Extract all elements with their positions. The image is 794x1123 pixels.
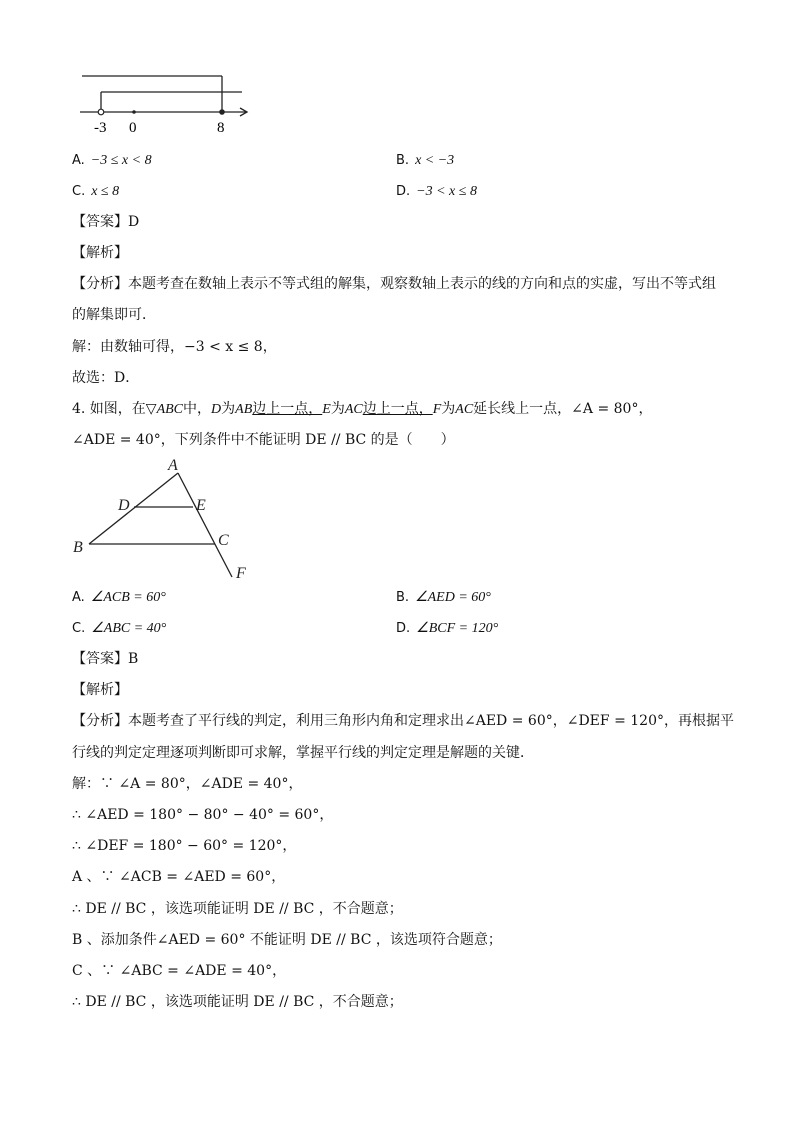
q4-analysis-head: 【解析】 <box>72 682 128 698</box>
q3-analysis-line: 【分析】本题考查在数轴上表示不等式组的解集，观察数轴上表示的线的方向和点的实虚，写出不等式组 <box>72 276 716 292</box>
stem-text: 中， <box>183 401 212 417</box>
q4-option-d[interactable] <box>396 618 498 639</box>
option-text: x < −3 <box>415 153 455 168</box>
option-label: C. <box>72 184 86 199</box>
stem-text: 为 <box>221 401 236 417</box>
q4-solution-line: C 、∵ ∠ABC = ∠ADE = 40°， <box>72 963 287 979</box>
stem-text: 边上一点， <box>362 401 433 417</box>
q4-solution-line: ∴ DE // BC ，该选项能证明 DE // BC ，不合题意； <box>72 994 403 1010</box>
option-label: C. <box>72 621 86 636</box>
open-point-minus3 <box>98 109 104 115</box>
stem-text: AC <box>455 402 474 417</box>
stem-text: F <box>432 402 442 417</box>
q4-solution-line: ∴ ∠DEF = 180° − 60° = 120°， <box>72 838 297 854</box>
numberline-label: -3 <box>94 120 107 136</box>
q4-solution-line: A 、∵ ∠ACB = ∠AED = 60°， <box>72 869 286 885</box>
vertex-label-c: C <box>218 532 229 549</box>
stem-text: ABC <box>156 402 184 417</box>
q4-analysis-line: 【分析】本题考查了平行线的判定，利用三角形内角和定理求出∠AED = 60°，∠DEF = 120°，再根据平 <box>72 713 734 729</box>
vertex-label-f: F <box>236 565 246 582</box>
stem-text: 4. 如图，在▽ <box>72 401 157 417</box>
stem-text: 为 <box>330 401 345 417</box>
option-text: ∠ABC = 40° <box>91 621 167 636</box>
q4-option-a[interactable] <box>72 587 166 608</box>
vertex-label-d: D <box>118 497 130 514</box>
stem-text: AC <box>344 402 363 417</box>
side-af <box>178 473 232 577</box>
stem-text: D <box>211 402 222 417</box>
stem-text: 为 <box>441 401 456 417</box>
q3-option-d[interactable] <box>396 181 477 202</box>
q4-solution-line: B 、添加条件∠AED = 60° 不能证明 DE // BC ，该选项符合题意； <box>72 932 502 948</box>
option-text: ∠BCF = 120° <box>416 621 499 636</box>
option-label: A. <box>72 590 85 605</box>
q3-analysis-head: 【解析】 <box>72 245 128 261</box>
q4-solution-line: 解：∵ ∠A = 80°，∠ADE = 40°， <box>72 776 303 792</box>
q4-stem-line1 <box>72 399 652 420</box>
option-text: −3 ≤ x < 8 <box>90 153 152 168</box>
stem-text: E <box>322 402 331 417</box>
stem-text: 边上一点， <box>252 401 323 417</box>
number-line-figure <box>0 0 794 140</box>
triangle-figure <box>0 452 794 592</box>
option-label: B. <box>396 153 410 168</box>
side-ab <box>89 473 178 544</box>
q4-analysis-line: 行线的判定定理逐项判断即可求解，掌握平行线的判定定理是解题的关键． <box>72 745 534 761</box>
q3-choice: 故选：D． <box>72 370 140 386</box>
q3-option-b[interactable] <box>396 150 454 171</box>
vertex-label-b: B <box>73 539 83 556</box>
vertex-label-a: A <box>168 457 178 474</box>
q4-solution-line: ∴ ∠AED = 180° − 80° − 40° = 60°， <box>72 807 334 823</box>
q3-analysis-line: 的解集即可． <box>72 307 156 323</box>
vertex-label-e: E <box>196 497 206 514</box>
q4-stem-line2: ∠ADE = 40°，下列条件中不能证明 DE // BC 的是（ ） <box>72 432 455 448</box>
q3-option-c[interactable] <box>72 181 119 202</box>
option-text: ∠AED = 60° <box>415 590 491 605</box>
option-label: D. <box>396 184 411 199</box>
stem-text: 延长线上一点，∠A = 80°， <box>473 401 653 417</box>
option-label: A. <box>72 153 85 168</box>
option-text: −3 < x ≤ 8 <box>416 184 477 199</box>
q4-solution-line: ∴ DE // BC ，该选项能证明 DE // BC ，不合题意； <box>72 901 403 917</box>
q3-solution: 解：由数轴可得，−3 < x ≤ 8， <box>72 339 277 355</box>
q3-option-a[interactable] <box>72 150 152 171</box>
option-text: x ≤ 8 <box>91 184 120 199</box>
numberline-label: 0 <box>129 120 137 136</box>
q4-option-b[interactable] <box>396 587 491 608</box>
option-text: ∠ACB = 60° <box>90 590 166 605</box>
closed-point-8 <box>219 109 225 115</box>
q4-answer: 【答案】B <box>72 651 139 667</box>
option-label: B. <box>396 590 410 605</box>
q4-option-c[interactable] <box>72 618 166 639</box>
numberline-label: 8 <box>217 120 225 136</box>
tick-zero <box>132 110 136 114</box>
q3-answer: 【答案】D <box>72 214 140 230</box>
option-label: D. <box>396 621 411 636</box>
stem-text: AB <box>235 402 253 417</box>
